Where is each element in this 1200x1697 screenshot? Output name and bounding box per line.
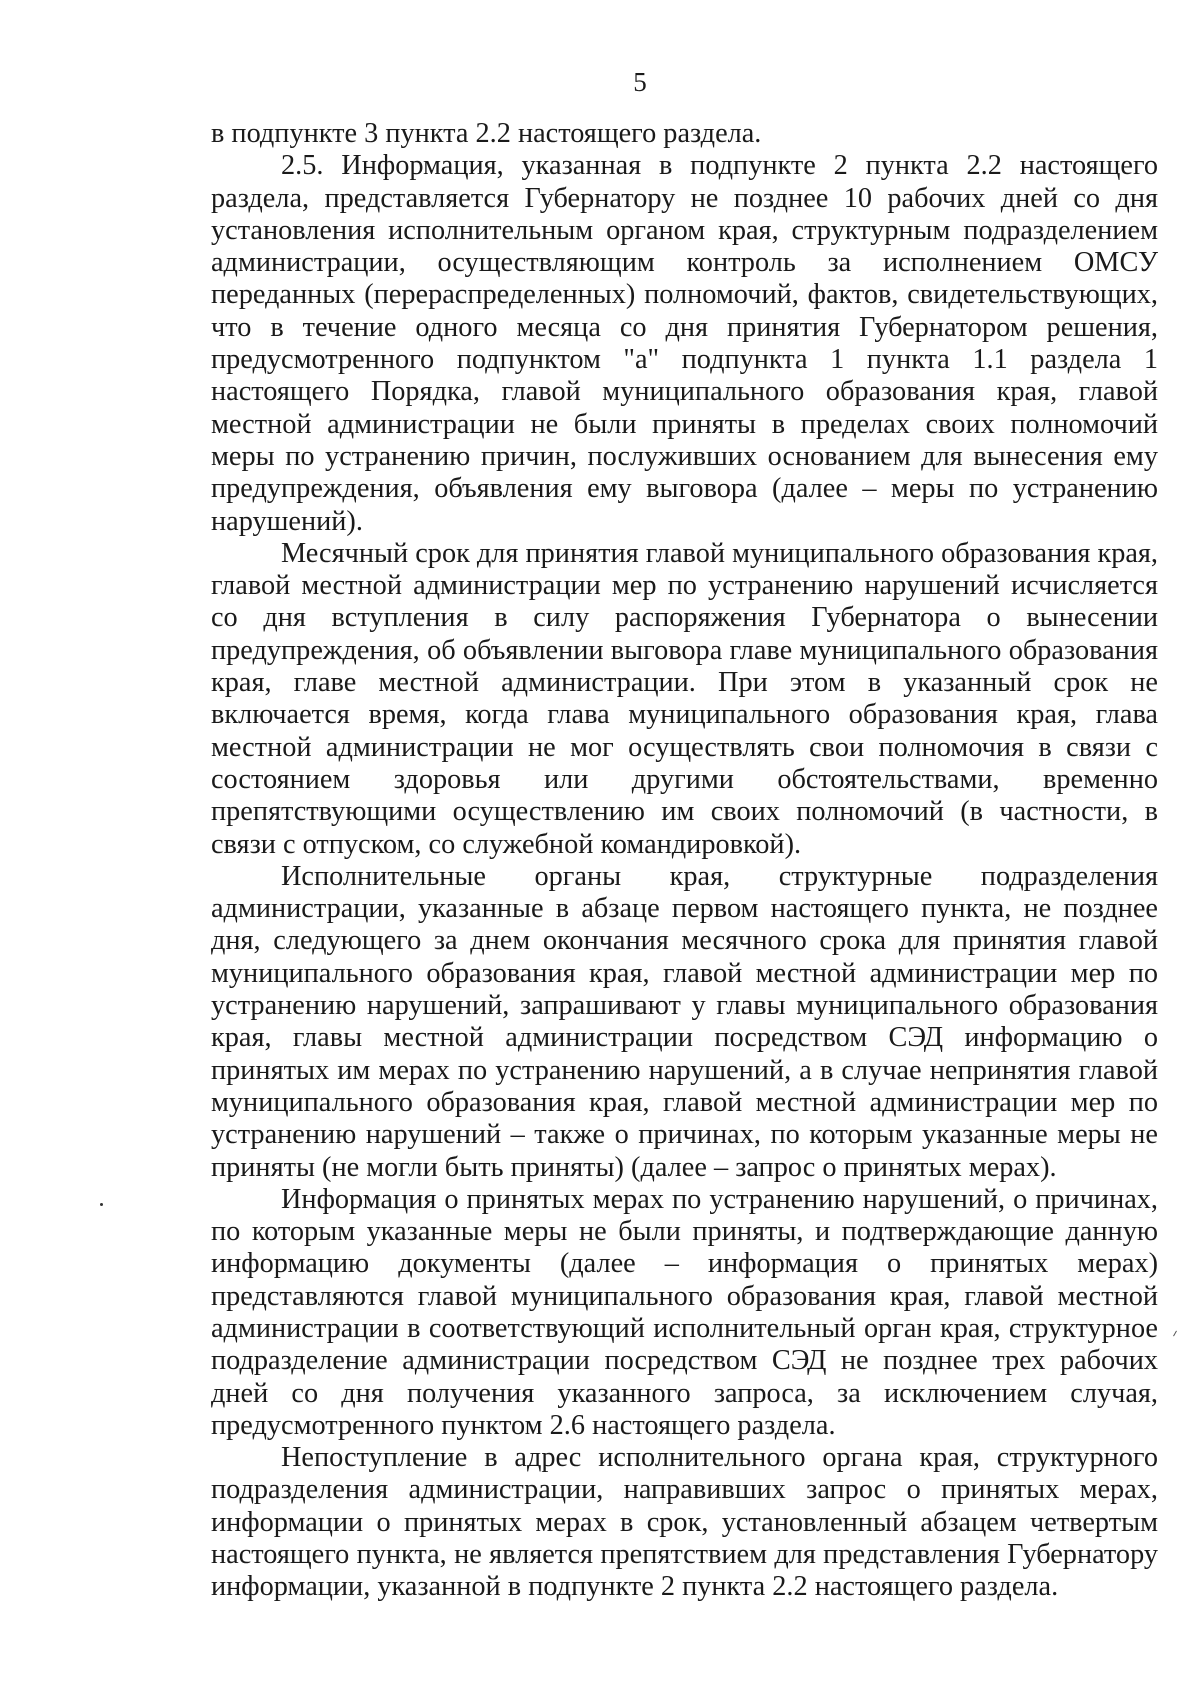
paragraph-monthly-term: Месячный срок для принятия главой муниципального образования края, главой местной администрации мер по устранению нарушений исчисляется со дня вступления в силу распоряжения Губернатора о вынесении предупреждения, об объявлении выговора главе муниципального образования края, главе местной администрации. При этом в указанный срок не включается время, когда глава муниципального образования края, глава местной администрации не мог осуществлять свои полномочия в связи с состоянием здоровья или другими обстоятельствами, временно препятствующими осуществлению им своих полномочий (в частности, в связи с отпуском, со служебной командировкой). xyxy=(211,537,1158,860)
page-number: 5 xyxy=(633,67,647,97)
scan-speck xyxy=(100,1203,103,1206)
document-body xyxy=(211,118,1158,1604)
paragraph-continuation: в подпункте 3 пункта 2.2 настоящего раздела. xyxy=(211,118,762,149)
paragraph-measures-information: Информация о принятых мерах по устранению нарушений, о причинах, по которым указанные меры не были приняты, и подтверждающие данную информацию документы (далее – информация о принятых мерах) представляются главой муниципального образования края, главой местной администрации в соответствующий исполнительный орган края, структурное подразделение администрации посредством СЭД не позднее трех рабочих дней со дня получения указанного запроса, за исключением случая, предусмотренного пунктом 2.6 настоящего раздела. xyxy=(211,1183,1158,1441)
paragraph-2-5: 2.5. Информация, указанная в подпункте 2 пункта 2.2 настоящего раздела, представляется Губернатору не позднее 10 рабочих дней со дня установления исполнительным органом края, структурным подразделением администрации, осуществляющим контроль за исполнением ОМСУ переданных (перераспределенных) полномочий, фактов, свидетельствующих, что в течение одного месяца со дня принятия Губернатором решения, предусмотренного подпунктом "а" подпункта 1 пункта 1.1 раздела 1 настоящего Порядка, главой муниципального образования края, главой местной администрации не были приняты в пределах своих полномочий меры по устранению причин, послуживших основанием для вынесения ему предупреждения, объявления ему выговора (далее – меры по устранению нарушений). xyxy=(211,150,1158,537)
paragraph-executive-bodies: Исполнительные органы края, структурные подразделения администрации, указанные в абзаце первом настоящего пункта, не позднее дня, следующего за днем окончания месячного срока для принятия главой муниципального образования края, главой местной администрации мер по устранению нарушений, запрашивают у главы муниципального образования края, главы местной администрации посредством СЭД информацию о принятых им мерах по устранению нарушений, а в случае непринятия главой муниципального образования края, главой местной администрации мер по устранению нарушений – также о причинах, по которым указанные меры не приняты (не могли быть приняты) (далее – запрос о принятых мерах). xyxy=(211,860,1158,1183)
paragraph-non-receipt: Непоступление в адрес исполнительного органа края, структурного подразделения администрации, направивших запрос о принятых мерах, информации о принятых мерах в срок, установленный абзацем четвертым настоящего пункта, не является препятствием для представления Губернатору информации, указанной в подпункте 2 пункта 2.2 настоящего раздела. xyxy=(211,1442,1158,1603)
scan-mark xyxy=(1173,1331,1177,1337)
